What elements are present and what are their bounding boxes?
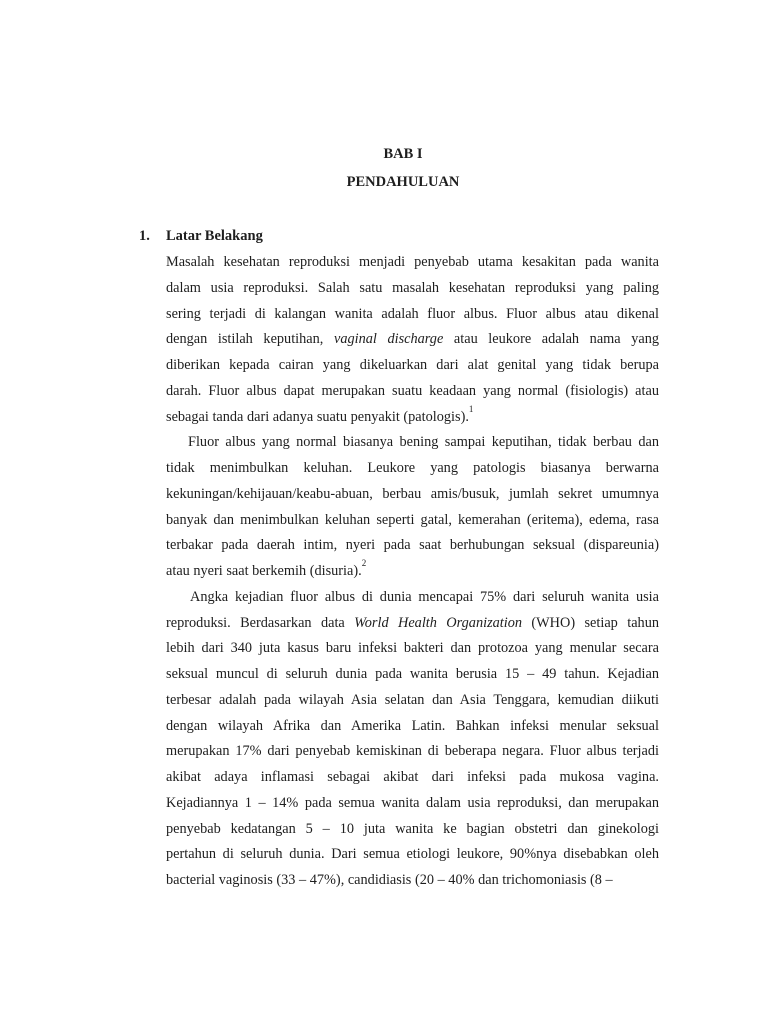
text-line: Fluor albus yang normal biasanya bening sampai keputihan, tidak berbau dan (188, 434, 659, 451)
chapter-title: PENDAHULUAN (346, 174, 460, 190)
body-text (166, 250, 659, 894)
text-line: sering terjadi di kalangan wanita adalah fluor albus. Fluor albus atau dikenal (166, 305, 659, 322)
text-line: darah. Fluor albus dapat merupakan suatu keadaan yang normal (fisiologis) atau (166, 382, 659, 399)
section-heading (139, 228, 263, 245)
paragraph (166, 250, 659, 430)
text-line: sebagai tanda dari adanya suatu penyakit (patologis).$^1$ (166, 403, 474, 425)
text-line: atau nyeri saat berkemih (disuria).$^2$ (166, 558, 367, 579)
text-line: akibat adaya inflamasi sebagai akibat dari infeksi pada mukosa vagina. (166, 769, 659, 785)
text-line: kekuningan/kehijauan/keabu-abuan, berbau amis/busuk, jumlah sekret umumnya (166, 485, 659, 502)
paragraph (166, 585, 659, 894)
text-line: Masalah kesehatan reproduksi menjadi penyebab utama kesakitan pada wanita (166, 254, 659, 270)
chapter-number: BAB I (383, 146, 423, 162)
section-title: Latar Belakang (166, 228, 263, 244)
section-number: 1. (139, 228, 150, 244)
text-line: lebih dari 340 juta kasus baru infeksi bakteri dan protozoa yang menular secara (166, 640, 659, 657)
text-line: diberikan kepada cairan yang dikeluarkan dari alat genital yang tidak berupa (166, 357, 659, 373)
text-line: merupakan 17% dari penyebab kemiskinan di beberapa negara. Fluor albus terjadi (166, 743, 659, 760)
text-line: dengan wilayah Afrika dan Amerika Latin. Bahkan infeksi menular seksual (166, 717, 659, 734)
footnote-ref: 2 (361, 558, 367, 569)
text-line: terbesar adalah pada wilayah Asia selatan dan Asia Tenggara, kemudian diikuti (166, 691, 659, 708)
text-line: Kejadiannya 1 – 14% pada semua wanita dalam usia reproduksi, dan merupakan (166, 794, 659, 811)
text-line: banyak dan menimbulkan keluhan seperti gatal, kemerahan (eritema), edema, rasa (166, 511, 659, 528)
text-line: dengan istilah keputihan, vaginal discharge atau leukore adalah nama yang (166, 331, 660, 348)
text-line: terbakar pada daerah intim, nyeri pada saat berhubungan seksual (dispareunia) (166, 537, 659, 554)
text-line: pertahun di seluruh dunia. Dari semua etiologi leukore, 90%nya disebabkan oleh (166, 846, 659, 863)
footnote-ref: 1 (468, 403, 474, 414)
text-line: penyebab kedatangan 5 – 10 juta wanita ke bagian obstetri dan ginekologi (166, 820, 659, 837)
text-line: seksual muncul di seluruh dunia pada wanita berusia 15 – 49 tahun. Kejadian (166, 666, 659, 682)
text-line: dalam usia reproduksi. Salah satu masalah kesehatan reproduksi yang paling (166, 279, 659, 296)
text-line: tidak menimbulkan keluhan. Leukore yang patologis biasanya berwarna (166, 460, 659, 476)
text-line: Angka kejadian fluor albus di dunia mencapai 75% dari seluruh wanita usia (190, 588, 659, 605)
text-line: bacterial vaginosis (33 – 47%), candidiasis (20 – 40% dan trichomoniasis (8 – (166, 872, 613, 888)
text-line: reproduksi. Berdasarkan data World Health Organization (WHO) setiap tahun (166, 614, 659, 631)
paragraph (166, 430, 659, 585)
